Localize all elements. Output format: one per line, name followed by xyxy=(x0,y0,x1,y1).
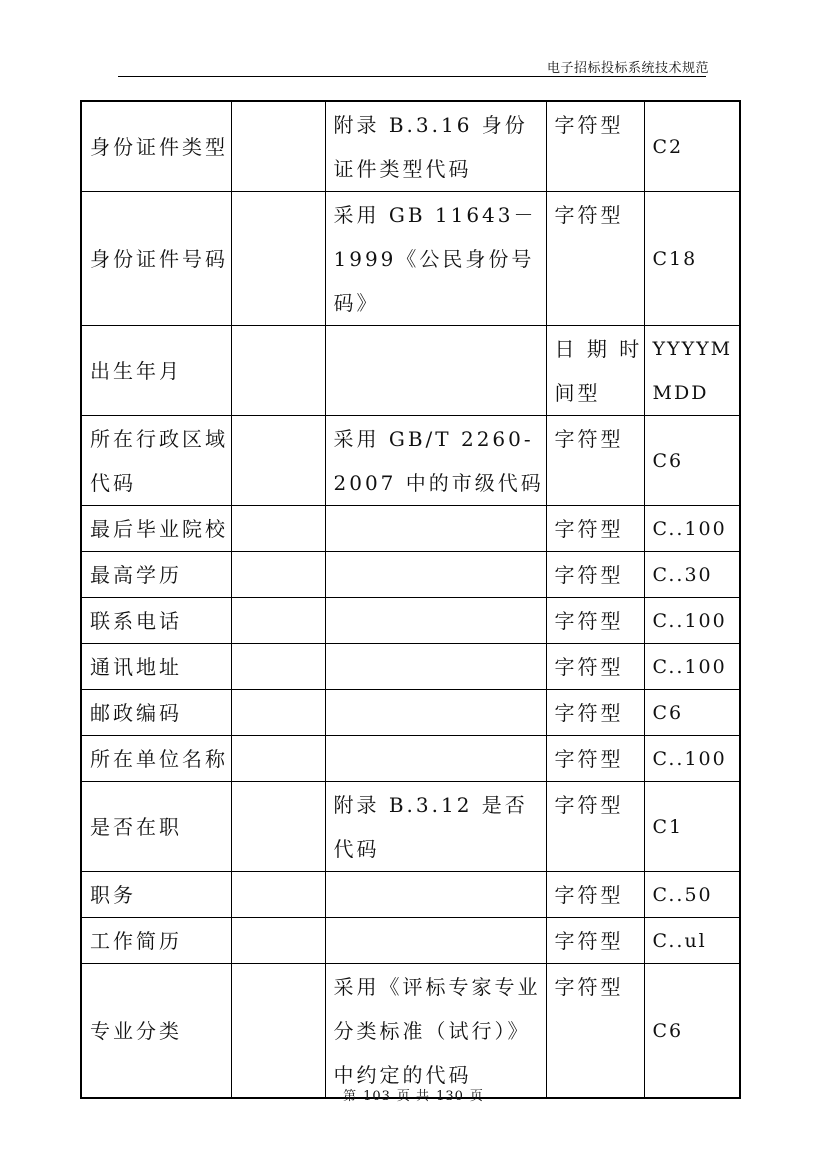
table-row xyxy=(81,326,740,416)
field-type-cell: 字符型 xyxy=(546,964,644,1099)
table-row xyxy=(81,598,740,644)
field-remark-cell xyxy=(231,782,325,872)
field-name-cell: 工作简历 xyxy=(81,918,231,964)
field-standard-cell: 采用 GB 11643－1999《公民身份号码》 xyxy=(325,192,546,326)
field-standard-cell xyxy=(325,736,546,782)
field-type-cell: 字符型 xyxy=(546,918,644,964)
table-row xyxy=(81,416,740,506)
field-remark-cell xyxy=(231,644,325,690)
field-name-cell: 专业分类 xyxy=(81,964,231,1099)
field-remark-cell xyxy=(231,872,325,918)
field-type-cell: 字符型 xyxy=(546,690,644,736)
field-name-cell: 身份证件号码 xyxy=(81,192,231,326)
field-format-cell: C6 xyxy=(644,964,740,1099)
field-type-cell: 字符型 xyxy=(546,506,644,552)
field-name-cell: 出生年月 xyxy=(81,326,231,416)
table-row xyxy=(81,918,740,964)
field-standard-cell xyxy=(325,326,546,416)
field-type-cell: 字符型 xyxy=(546,736,644,782)
field-standard-cell xyxy=(325,690,546,736)
field-remark-cell xyxy=(231,552,325,598)
field-remark-cell xyxy=(231,506,325,552)
field-type-cell: 字符型 xyxy=(546,598,644,644)
field-name-cell: 是否在职 xyxy=(81,782,231,872)
field-format-cell: C6 xyxy=(644,416,740,506)
field-standard-cell: 附录 B.3.12 是否代码 xyxy=(325,782,546,872)
page-footer xyxy=(0,1085,827,1104)
field-remark-cell xyxy=(231,736,325,782)
field-standard-cell: 采用 GB/T 2260-2007 中的市级代码 xyxy=(325,416,546,506)
table-row xyxy=(81,736,740,782)
field-type-cell: 字符型 xyxy=(546,416,644,506)
field-format-cell: C..100 xyxy=(644,736,740,782)
field-name-cell: 职务 xyxy=(81,872,231,918)
field-type-cell: 字符型 xyxy=(546,872,644,918)
data-field-table xyxy=(80,100,741,1099)
field-name-cell: 联系电话 xyxy=(81,598,231,644)
footer-total-pages: 130 xyxy=(436,1089,464,1104)
field-type-cell: 日 期 时 间型 xyxy=(546,326,644,416)
field-name-cell: 最高学历 xyxy=(81,552,231,598)
field-standard-cell xyxy=(325,506,546,552)
field-format-cell: C..100 xyxy=(644,598,740,644)
table-row xyxy=(81,101,740,192)
field-remark-cell xyxy=(231,416,325,506)
field-standard-cell: 采用《评标专家专业分类标准（试行）》中约定的代码 xyxy=(325,964,546,1099)
field-format-cell: C18 xyxy=(644,192,740,326)
field-format-cell: C..100 xyxy=(644,644,740,690)
field-type-cell: 字符型 xyxy=(546,101,644,192)
field-standard-cell xyxy=(325,552,546,598)
table-row xyxy=(81,506,740,552)
field-format-cell: C..ul xyxy=(644,918,740,964)
field-standard-cell xyxy=(325,598,546,644)
document-header-title: 电子招标投标系统技术规范 xyxy=(546,61,709,76)
field-standard-cell xyxy=(325,872,546,918)
field-name-cell: 身份证件类型 xyxy=(81,101,231,192)
table-row xyxy=(81,552,740,598)
field-remark-cell xyxy=(231,101,325,192)
field-type-cell: 字符型 xyxy=(546,552,644,598)
table-row xyxy=(81,872,740,918)
field-name-cell: 最后毕业院校 xyxy=(81,506,231,552)
field-format-cell: C..50 xyxy=(644,872,740,918)
table-row xyxy=(81,192,740,326)
table-row xyxy=(81,964,740,1099)
field-remark-cell xyxy=(231,598,325,644)
footer-prefix: 第 xyxy=(343,1089,358,1104)
field-standard-cell xyxy=(325,644,546,690)
field-name-cell: 所在行政区域代码 xyxy=(81,416,231,506)
field-standard-cell xyxy=(325,918,546,964)
field-format-cell: C1 xyxy=(644,782,740,872)
header-rule xyxy=(118,76,706,77)
field-format-cell: YYYYMMDD xyxy=(644,326,740,416)
field-remark-cell xyxy=(231,918,325,964)
field-name-cell: 所在单位名称 xyxy=(81,736,231,782)
field-remark-cell xyxy=(231,192,325,326)
footer-page-number: 103 xyxy=(363,1089,391,1104)
field-type-cell: 字符型 xyxy=(546,644,644,690)
field-remark-cell xyxy=(231,690,325,736)
field-standard-cell: 附录 B.3.16 身份证件类型代码 xyxy=(325,101,546,192)
field-type-cell: 字符型 xyxy=(546,192,644,326)
field-name-cell: 通讯地址 xyxy=(81,644,231,690)
field-format-cell: C..100 xyxy=(644,506,740,552)
field-remark-cell xyxy=(231,964,325,1099)
field-type-cell: 字符型 xyxy=(546,782,644,872)
field-name-cell: 邮政编码 xyxy=(81,690,231,736)
field-format-cell: C6 xyxy=(644,690,740,736)
field-format-cell: C..30 xyxy=(644,552,740,598)
table-row xyxy=(81,690,740,736)
table-row xyxy=(81,782,740,872)
field-remark-cell xyxy=(231,326,325,416)
field-format-cell: C2 xyxy=(644,101,740,192)
footer-suffix: 页 xyxy=(469,1089,484,1104)
footer-mid: 页 共 xyxy=(396,1089,431,1104)
table-row xyxy=(81,644,740,690)
table-body xyxy=(81,101,740,1098)
